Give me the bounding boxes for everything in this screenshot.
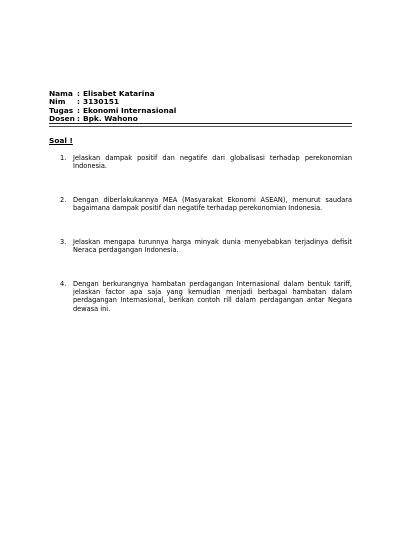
question-number: 1.: [60, 154, 67, 162]
question-number: 2.: [60, 196, 67, 204]
question-text: Dengan diberlakukannya MEA (Masyarakat Ekonomi ASEAN), menurut saudara bagaimana dampak positif dan negatife terhadap perekonomian Indonesia.: [73, 196, 352, 213]
info-separator: :: [77, 97, 80, 107]
info-value-nim: 3130151: [83, 97, 119, 107]
question-text: Dengan berkurangnya hambatan perdagangan Internasional dalam bentuk tariff, jelaskan factor apa saja yang kemudian menjadi berbagai hambatan dalam perdagangan Internasional, berikan contoh rill dalam perdagangan antar Negara dewasa ini.: [73, 280, 352, 313]
question-number: 3.: [60, 238, 67, 246]
section-title-soal: Soal !: [49, 136, 73, 145]
info-value-dosen: Bpk. Wahono: [83, 114, 138, 124]
question-item-1: [60, 154, 352, 170]
info-separator: :: [77, 105, 80, 115]
header-divider-thin: [49, 126, 352, 127]
question-number: 4.: [60, 280, 67, 288]
question-item-3: [60, 238, 352, 254]
info-separator: :: [77, 89, 80, 98]
info-key: Nim: [49, 97, 66, 107]
info-key: Dosen: [49, 114, 75, 124]
header-divider-thick: [49, 123, 352, 124]
info-key: Nama: [49, 89, 73, 98]
question-item-2: [60, 196, 352, 212]
question-text: Jelaskan dampak positif dan negatife dari globalisasi terhadap perekonomian Indonesia.: [73, 154, 352, 171]
question-item-4: [60, 280, 352, 313]
question-text: Jelaskan mengapa turunnya harga minyak dunia menyebabkan terjadinya defisit Neraca perdagangan Indonesia.: [73, 238, 352, 255]
student-info-header: [49, 90, 349, 124]
info-key: Tugas: [49, 105, 74, 115]
info-value-nama: Elisabet Katarina: [83, 89, 155, 98]
info-value-tugas: Ekonomi Internasional: [83, 105, 177, 115]
info-separator: :: [77, 114, 80, 124]
